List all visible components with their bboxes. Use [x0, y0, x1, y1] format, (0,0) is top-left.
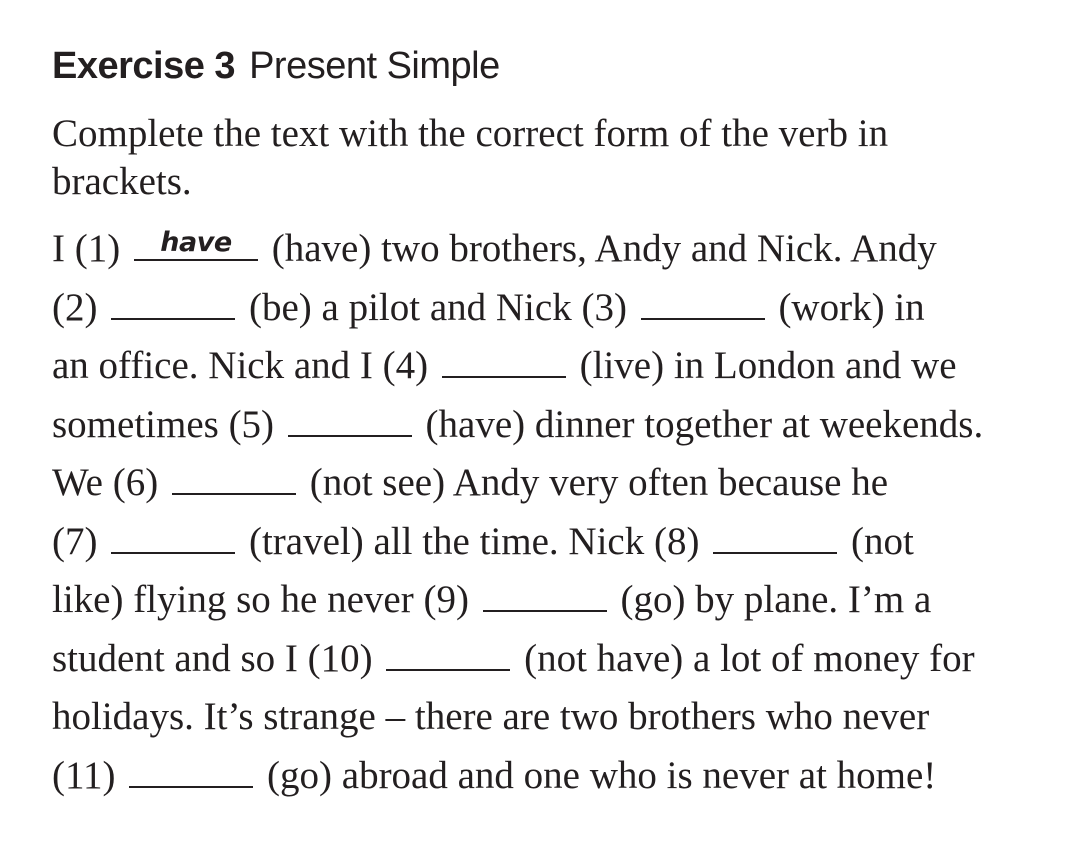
text-line	[52, 630, 1062, 689]
text-line	[52, 279, 1062, 338]
exercise-topic: Present Simple	[249, 45, 500, 87]
text-segment: (go) by plane. I’m a	[610, 578, 932, 621]
text-segment: We (6)	[52, 461, 168, 504]
text-segment: (not have) a lot of money for	[514, 636, 975, 680]
answer-blank-1[interactable]	[134, 229, 258, 261]
text-segment: (2)	[52, 285, 108, 329]
answer-blank-3[interactable]	[641, 288, 765, 320]
text-line	[52, 454, 1062, 513]
exercise-number: Exercise 3	[52, 45, 236, 87]
answer-blank-11[interactable]	[129, 756, 253, 788]
text-segment: I (1)	[52, 227, 130, 270]
answer-blank-7[interactable]	[111, 522, 235, 554]
text-line	[52, 220, 1062, 279]
text-segment: (travel) all the time. Nick (8)	[239, 519, 710, 563]
text-segment: like) flying so he never (9)	[52, 578, 479, 621]
text-segment: (go) abroad and one who is never at home!	[257, 753, 937, 797]
text-segment: (have) dinner together at weekends.	[415, 402, 984, 446]
text-segment: (7)	[52, 519, 108, 563]
gap-fill-text	[52, 220, 1062, 805]
exercise-instructions: Complete the text with the correct form of the verb in brackets.	[52, 112, 889, 203]
answer-blank-4[interactable]	[442, 346, 566, 378]
text-line	[52, 688, 1062, 747]
text-segment: student and so I (10)	[52, 636, 383, 680]
text-line	[52, 513, 1062, 572]
text-segment: an office. Nick and I (4)	[52, 344, 438, 387]
answer-text: have	[160, 227, 232, 258]
answer-blank-5[interactable]	[288, 405, 412, 437]
text-line	[52, 571, 1062, 630]
answer-blank-6[interactable]	[172, 463, 296, 495]
exercise-title	[52, 40, 1062, 92]
answer-blank-8[interactable]	[713, 522, 837, 554]
text-segment: (work) in	[768, 285, 925, 329]
answer-blank-2[interactable]	[111, 288, 235, 320]
text-segment: (be) a pilot and Nick (3)	[239, 285, 637, 329]
text-segment: (11)	[52, 753, 126, 797]
exercise-page	[52, 40, 1062, 805]
text-line	[52, 396, 1062, 455]
text-line	[52, 747, 1062, 806]
text-line	[52, 337, 1062, 396]
text-segment: (have) two brothers, Andy and Nick. Andy	[261, 227, 937, 270]
text-segment: sometimes (5)	[52, 402, 284, 446]
answer-blank-9[interactable]	[483, 580, 607, 612]
text-segment: (not	[841, 519, 914, 563]
text-segment: (live) in London and we	[569, 344, 957, 387]
text-segment: holidays. It’s strange – there are two brothers who never	[52, 695, 930, 738]
answer-blank-10[interactable]	[386, 639, 510, 671]
text-segment: (not see) Andy very often because he	[299, 461, 889, 504]
